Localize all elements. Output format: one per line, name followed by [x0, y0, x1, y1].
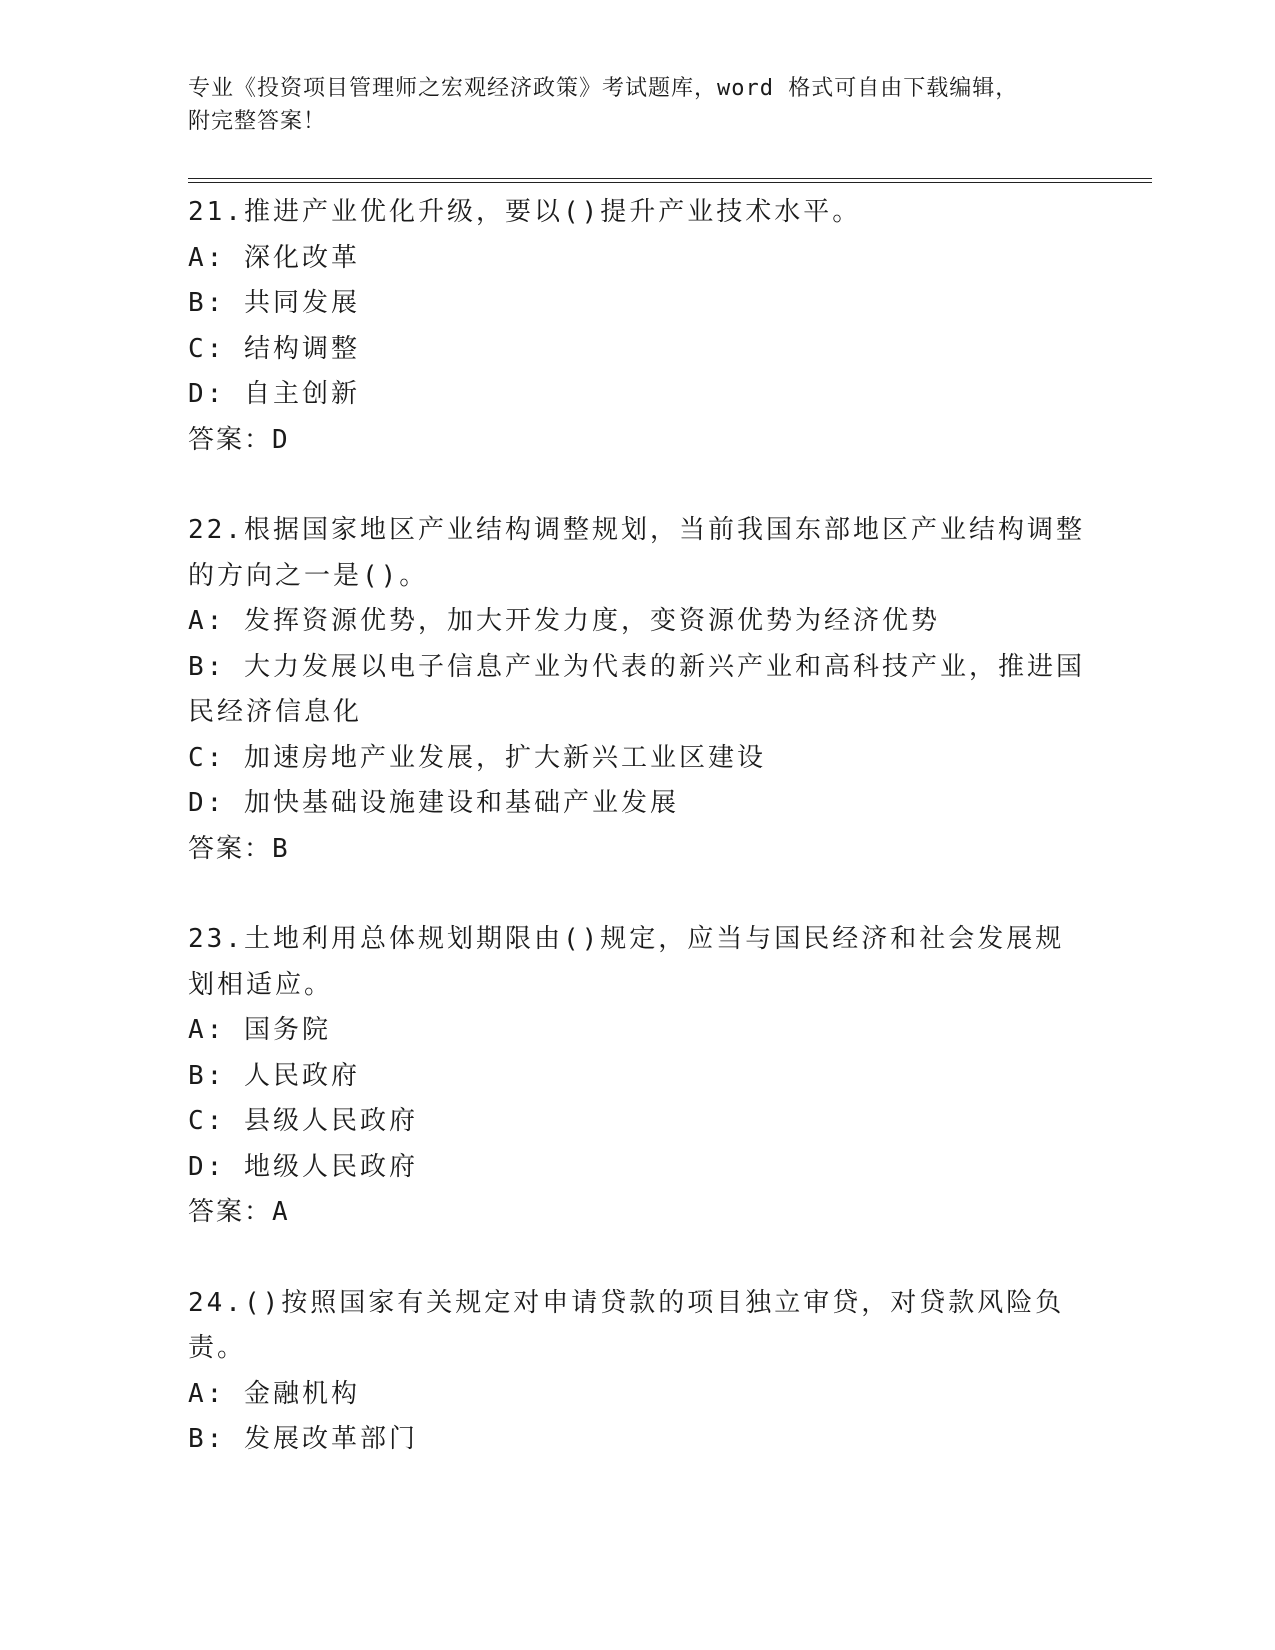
option-d: D: 加快基础设施建设和基础产业发展: [188, 788, 679, 818]
question-22: [188, 508, 1088, 872]
option-c: C: 结构调整: [188, 333, 360, 364]
option-b: B: 人民政府: [188, 1060, 360, 1091]
question-21: [188, 190, 1088, 463]
option-a: A: 发挥资源优势，加大开发力度，变资源优势为经济优势: [188, 606, 940, 636]
answer: 答案：D: [188, 424, 290, 455]
option-d: D: 自主创新: [188, 379, 360, 409]
option-b: B: 发展改革部门: [188, 1424, 418, 1454]
answer: 答案：B: [188, 833, 290, 864]
question-stem: 21.推进产业优化升级，要以()提升产业技术水平。: [188, 197, 862, 227]
question-stem: 22.根据国家地区产业结构调整规划，当前我国东部地区产业结构调整的方向之一是()。: [188, 515, 1085, 591]
answer: 答案：A: [188, 1197, 290, 1227]
question-24: [188, 1281, 1088, 1463]
question-23: [188, 917, 1088, 1236]
option-d: D: 地级人民政府: [188, 1151, 418, 1182]
option-a: A: 深化改革: [188, 242, 360, 273]
header-line-2: 附完整答案！: [188, 109, 327, 134]
option-b: B: 大力发展以电子信息产业为代表的新兴产业和高科技产业，推进国民经济信息化: [188, 651, 1085, 727]
option-c: C: 县级人民政府: [188, 1106, 418, 1136]
option-c: C: 加速房地产业发展，扩大新兴工业区建设: [188, 742, 766, 773]
option-a: A: 金融机构: [188, 1378, 360, 1409]
question-stem: 24.()按照国家有关规定对申请贷款的项目独立审贷，对贷款风险负责。: [188, 1287, 1065, 1363]
option-b: B: 共同发展: [188, 288, 360, 318]
question-stem: 23.土地利用总体规划期限由()规定，应当与国民经济和社会发展规划相适应。: [188, 924, 1065, 1000]
question-list: [188, 190, 1088, 1508]
option-a: A: 国务院: [188, 1015, 331, 1045]
header-divider: [188, 178, 1152, 183]
document-header: [188, 72, 1088, 138]
header-line-1: 专业《投资项目管理师之宏观经济政策》考试题库，word 格式可自由下载编辑，: [188, 76, 1019, 101]
